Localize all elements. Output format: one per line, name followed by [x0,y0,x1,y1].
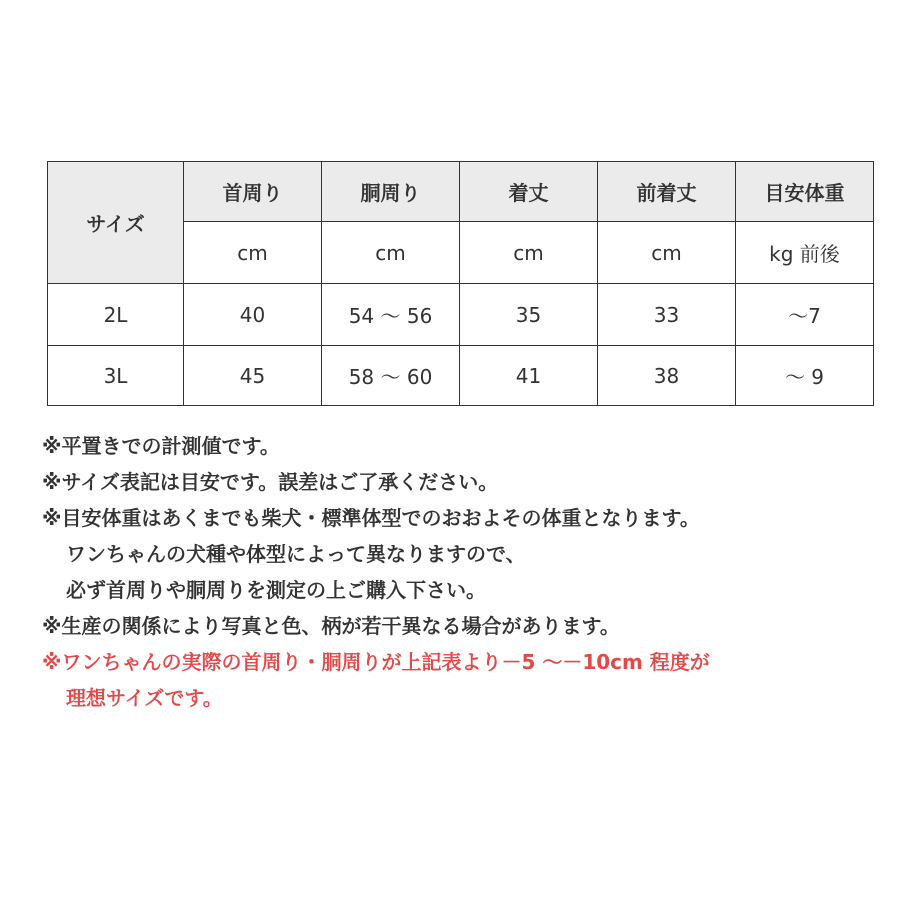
neck-unit-cell: cm [184,222,322,284]
chest-value-cell: 54 〜 56 [322,284,460,346]
size-cell: 3L [48,346,184,406]
weight-value-cell: 〜7 [736,284,874,346]
chest-unit-cell: cm [322,222,460,284]
table-row [48,346,874,406]
length-value-cell: 35 [460,284,598,346]
weight-value-cell: 〜 9 [736,346,874,406]
length-header-cell: 着丈 [460,162,598,222]
length-unit-cell: cm [460,222,598,284]
weight-unit-cell: kg 前後 [736,222,874,284]
front-length-header-cell: 前着丈 [598,162,736,222]
note-ideal-size-warning: ※ワンちゃんの実際の首周り・胴周りが上記表より－5 〜－10cm 程度が [42,650,710,674]
note-ideal-size-warning-cont: 理想サイズです。 [66,686,223,710]
notes-section [42,428,882,716]
note-weight-guide-cont-2: 必ず首周りや胴周りを測定の上ご購入下さい。 [66,578,486,602]
chest-header-cell: 胴周り [322,162,460,222]
note-production: ※生産の関係により写真と色、柄が若干異なる場合があります。 [42,614,620,638]
note-measurement: ※平置きでの計測値です。 [42,434,280,458]
weight-header-cell: 目安体重 [736,162,874,222]
table-header-row [48,162,874,222]
size-header-cell: サイズ [48,162,184,284]
neck-value-cell: 45 [184,346,322,406]
size-cell: 2L [48,284,184,346]
chest-value-cell: 58 〜 60 [322,346,460,406]
length-value-cell: 41 [460,346,598,406]
neck-value-cell: 40 [184,284,322,346]
note-weight-guide: ※目安体重はあくまでも柴犬・標準体型でのおおよその体重となります。 [42,506,700,530]
front-length-value-cell: 38 [598,346,736,406]
neck-header-cell: 首周り [184,162,322,222]
note-weight-guide-cont-1: ワンちゃんの犬種や体型によって異なりますので、 [66,542,526,566]
note-size-guide: ※サイズ表記は目安です。誤差はご了承ください。 [42,470,499,494]
front-length-value-cell: 33 [598,284,736,346]
table-row [48,284,874,346]
size-chart-table [47,161,874,406]
front-length-unit-cell: cm [598,222,736,284]
